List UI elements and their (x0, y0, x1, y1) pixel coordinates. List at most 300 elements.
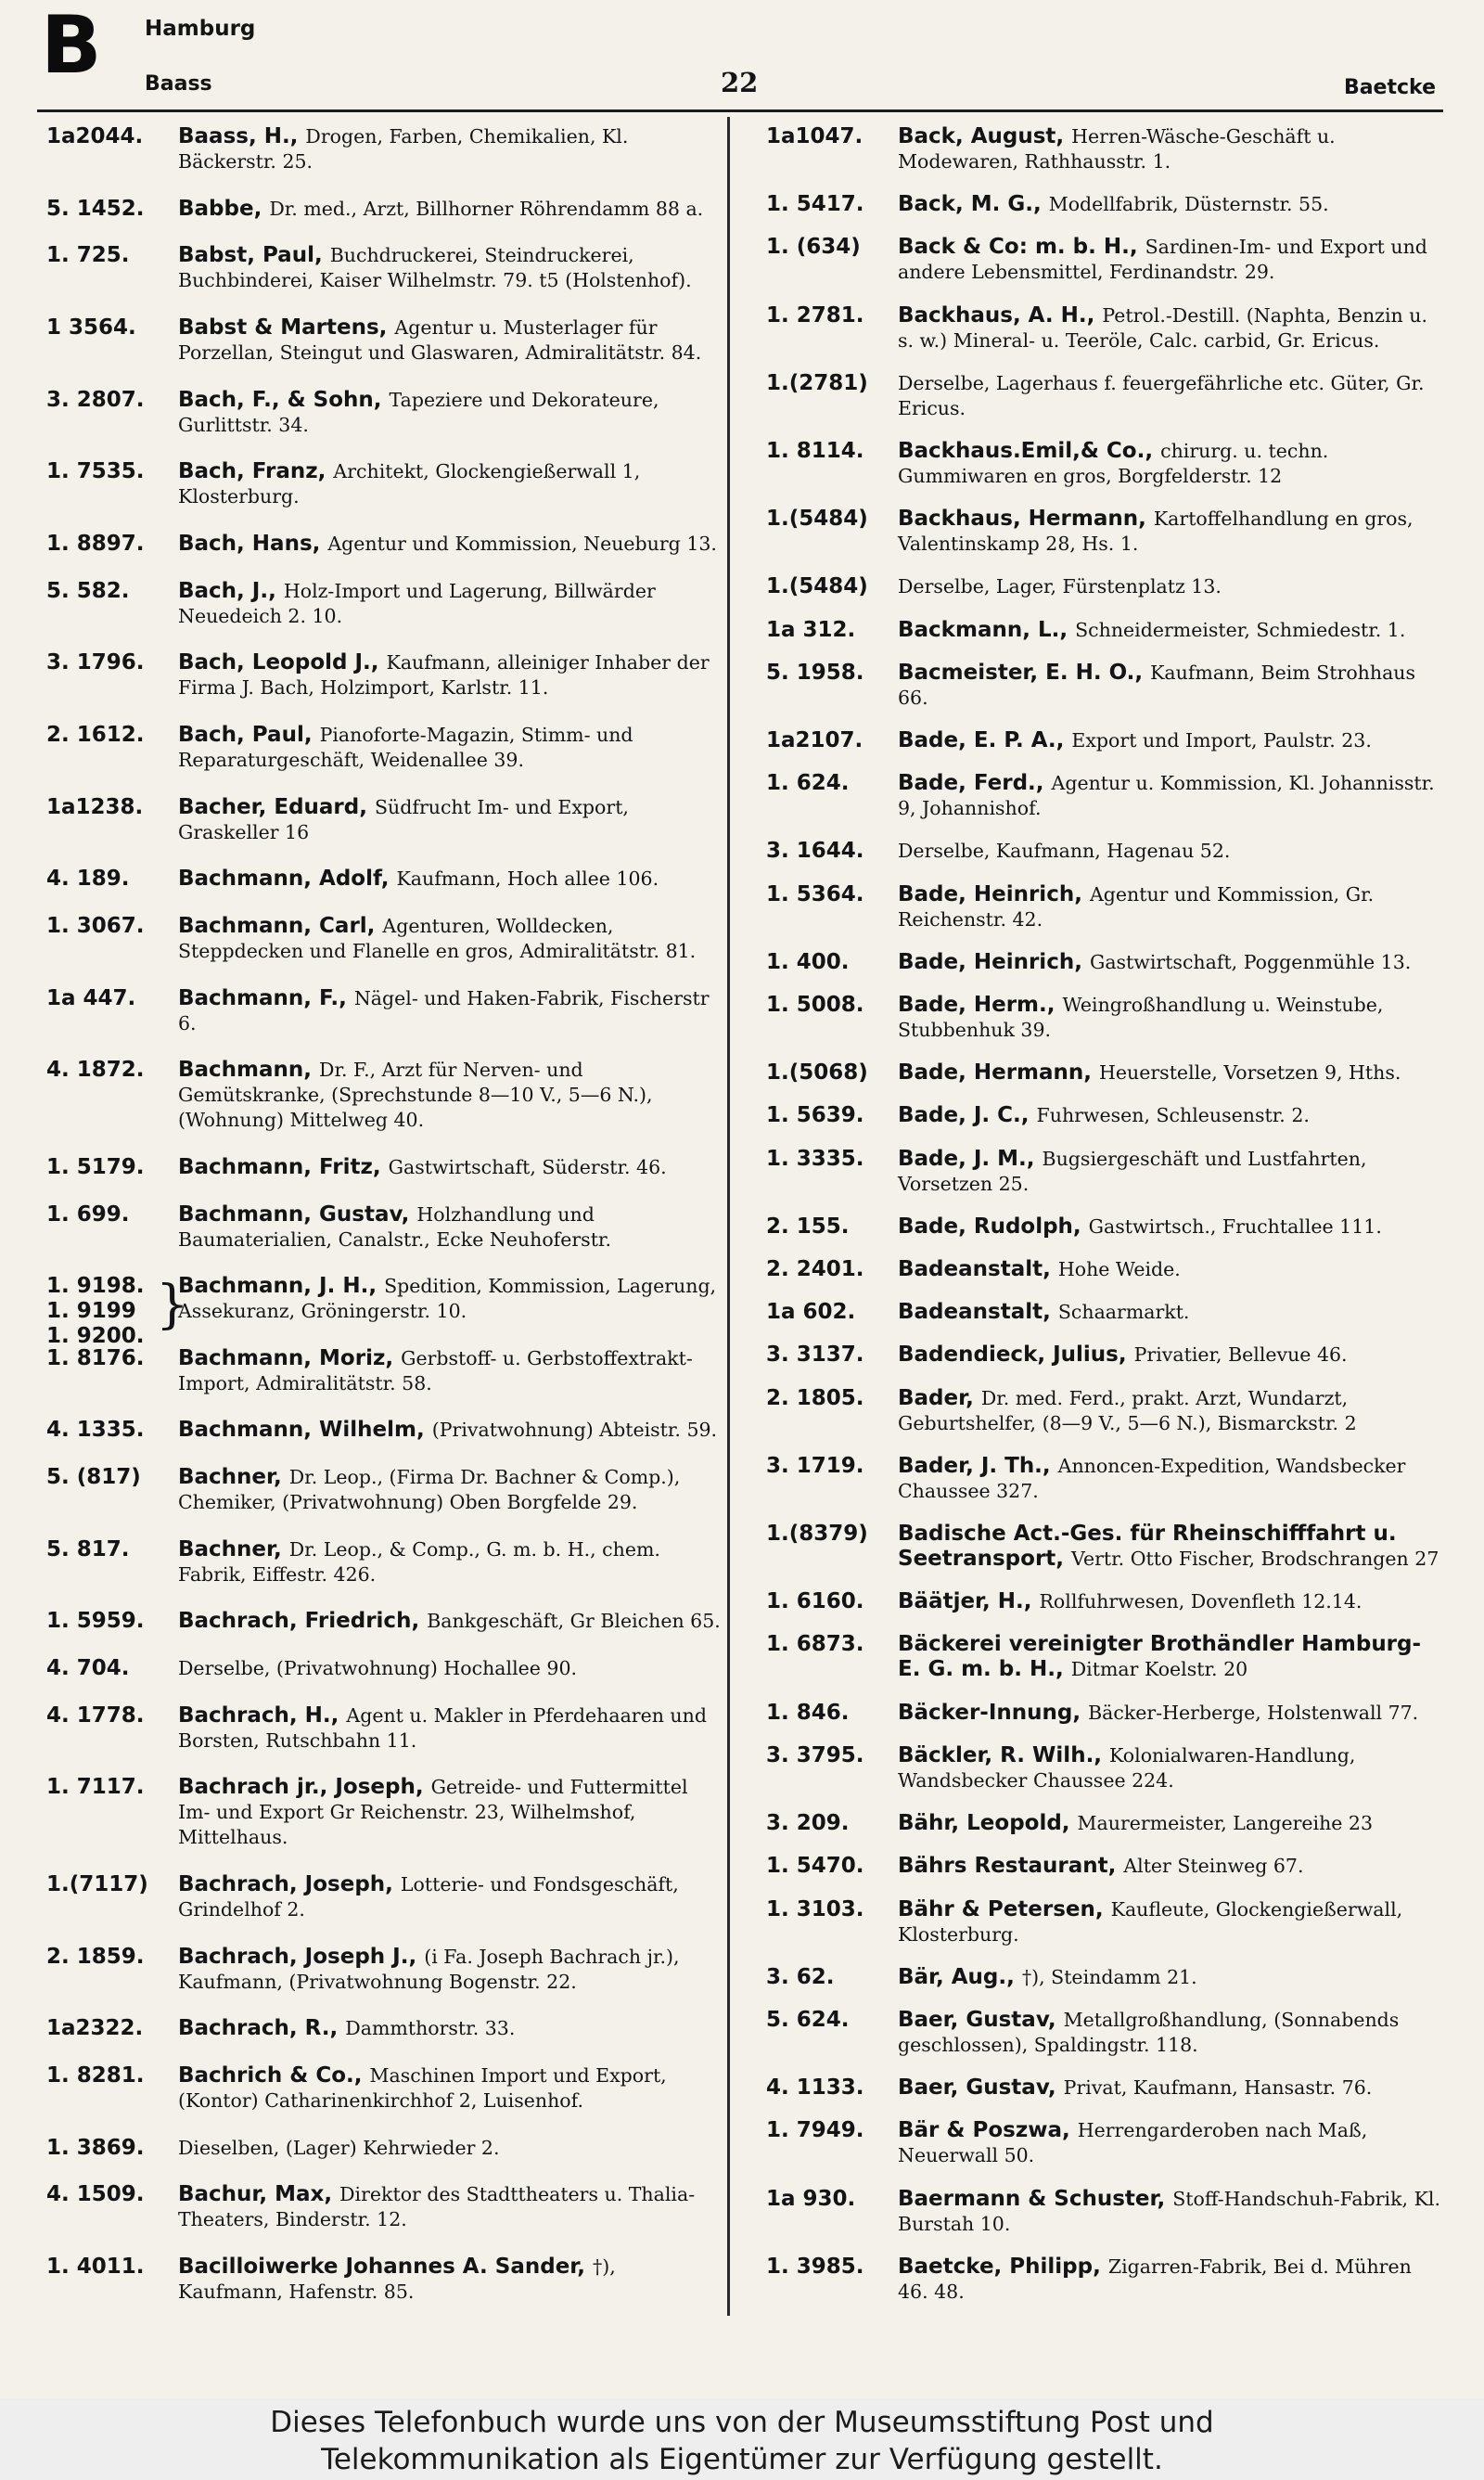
entry-body (898, 1300, 1441, 1325)
entry-description: Herren-Wäsche-Geschäft u. Modewaren, Rathhausstr. 1. (898, 125, 1336, 173)
left-column (46, 124, 722, 2305)
entry-body (898, 1589, 1441, 1614)
entry-name: Bachrach, Joseph, (178, 1872, 393, 1897)
directory-entry (46, 2182, 722, 2232)
entry-body (178, 1872, 722, 1922)
directory-entry (766, 1454, 1441, 1504)
entry-name: Bäcker-Innung, (898, 1700, 1081, 1725)
entry-name: Bade, Hermann, (898, 1060, 1093, 1086)
entry-name: Backhaus, A. H., (898, 302, 1095, 328)
directory-entry (766, 1965, 1441, 1990)
entry-description: Dieselben, (Lager) Kehrwieder 2. (178, 2136, 500, 2159)
entry-description: Derselbe, Lager, Fürstenplatz 13. (898, 575, 1222, 598)
entry-number: 1. 5008. (766, 993, 864, 1018)
directory-entry (766, 439, 1441, 489)
directory-entry (766, 950, 1441, 975)
entry-body (178, 1155, 722, 1180)
entry-description: Schneidermeister, Schmiedestr. 1. (1075, 618, 1406, 641)
entry-name: Bachmann, F., (178, 985, 347, 1010)
entry-description: Architekt, Glockengießerwall 1, Klosterburg. (178, 460, 641, 508)
directory-entry (766, 1632, 1441, 1682)
directory-entry (766, 2008, 1441, 2058)
entry-number: 1. 846. (766, 1700, 850, 1725)
entry-name: Bach, Paul, (178, 722, 313, 747)
entry-number: 5. (817) (46, 1465, 141, 1490)
entry-number: 4. 704. (46, 1656, 130, 1681)
entry-number: 1. 7117. (46, 1775, 145, 1800)
entry-description: chirurg. u. techn. Gummiwaren en gros, Borgfelderstr. 12 (898, 440, 1329, 488)
entry-number: 1. 8897. (46, 531, 145, 556)
entry-name: Bachmann, Fritz, (178, 1154, 381, 1179)
entry-number: 1a 312. (766, 617, 856, 642)
entry-description: Kartoffelhandlung en gros, Valentinskamp 28, Hs. 1. (898, 508, 1414, 556)
entry-description: Hohe Weide. (1057, 1258, 1181, 1281)
entry-body (178, 388, 722, 438)
entry-number: 1. 3103. (766, 1896, 864, 1921)
directory-entry (766, 1701, 1441, 1726)
directory-entry (46, 2136, 722, 2161)
entry-number: 1. 3335. (766, 1146, 864, 1171)
entry-description: Weingroßhandlung u. Weinstube, Stubbenhuk 39. (898, 994, 1384, 1042)
entry-body (178, 723, 722, 773)
entry-name: Badeanstalt, (898, 1257, 1051, 1282)
entry-body (178, 532, 722, 557)
entry-number: 1. 3869. (46, 2135, 145, 2160)
entry-body (178, 1609, 722, 1634)
entry-number: 1.(7117) (46, 1872, 148, 1897)
entry-body (178, 1703, 722, 1754)
entry-number: 1a 447. (46, 985, 136, 1010)
entry-description: †), Steindamm 21. (1021, 1965, 1197, 1988)
first-entry-heading: Baass (145, 72, 212, 96)
entry-description: (i Fa. Joseph Bachrach jr.), Kaufmann, (Privatwohnung Bogenstr. 22. (178, 1945, 680, 1993)
directory-entry (766, 661, 1441, 711)
entry-number: 1.(2781) (766, 370, 868, 395)
entry-body (898, 661, 1441, 711)
entry-description: Kaufmann, alleiniger Inhaber der Firma J. Bach, Holzimport, Karlstr. 11. (178, 651, 710, 700)
entry-body (898, 1965, 1441, 1990)
entry-name: Bacilloiwerke Johannes A. Sander, (178, 2255, 585, 2279)
entry-number: 1. 5639. (766, 1103, 864, 1128)
entry-body (898, 371, 1441, 421)
entry-description: Buchdruckerei, Steindruckerei, Buchbinderei, Kaiser Wilhelmstr. 79. t5 (Holstenhof). (178, 244, 692, 292)
entry-description: †), Kaufmann, Hafenstr. 85. (178, 2255, 616, 2303)
entry-number: 1. 5417. (766, 192, 864, 217)
directory-entry (766, 2118, 1441, 2168)
entry-number: 3. 3795. (766, 1742, 864, 1767)
entry-description: Agentur u. Kommission, Kl. Johannisstr. 9, Johannishof. (898, 772, 1435, 820)
entry-description: Metallgroßhandlung, (Sonnabends geschlossen), Spaldingstr. 118. (898, 2008, 1400, 2056)
directory-entry (46, 1155, 722, 1180)
entry-number: 2. 1805. (766, 1385, 864, 1410)
entry-description: Gastwirtschaft, Poggenmühle 13. (1089, 950, 1412, 973)
entry-number: 4. 1335. (46, 1418, 145, 1443)
entry-description: Derselbe, Lagerhaus f. feuergefährliche etc. Güter, Gr. Ericus. (898, 371, 1425, 419)
directory-entry (46, 1058, 722, 1133)
entry-body (178, 2136, 722, 2161)
entry-name: Bachmann, Gustav, (178, 1201, 410, 1227)
entry-number: 3. 1719. (766, 1453, 864, 1478)
directory-entry (766, 192, 1441, 217)
entry-name: Backmann, L., (898, 617, 1068, 642)
entry-name: Badendieck, Julius, (898, 1343, 1127, 1368)
directory-entry (766, 1060, 1441, 1086)
directory-entry (46, 124, 722, 174)
directory-entry (766, 1300, 1441, 1325)
entry-body (178, 1274, 722, 1324)
entry-body (898, 2255, 1441, 2305)
entry-body (178, 1537, 722, 1587)
entry-description: Kolonialwaren-Handlung, Wandsbecker Chaussee 224. (898, 1743, 1356, 1792)
entry-number: 1a 602. (766, 1300, 856, 1325)
entry-body (898, 1257, 1441, 1282)
directory-entry (46, 1274, 722, 1349)
entry-body (178, 795, 722, 845)
entry-description: Maurermeister, Langereihe 23 (1077, 1812, 1374, 1835)
directory-entry (766, 728, 1441, 753)
entry-description: Südfrucht Im- und Export, Graskeller 16 (178, 795, 629, 843)
entry-body (898, 1103, 1441, 1128)
entry-name: Bade, E. P. A., (898, 728, 1065, 753)
entry-body (898, 618, 1441, 643)
entry-name: Badische Act.-Ges. für Rheinschifffahrt u. Seetransport, (898, 1522, 1397, 1572)
entry-description: Holz-Import und Lagerung, Billwärder Neuedeich 2. 10. (178, 579, 656, 627)
entry-name: Bade, J. M., (898, 1146, 1035, 1171)
entry-number: 4. 1778. (46, 1703, 145, 1728)
entry-description: Drogen, Farben, Chemikalien, Kl. Bäckerstr. 25. (178, 125, 629, 173)
directory-entry (46, 1346, 722, 1396)
directory-entry (46, 1945, 722, 1995)
entry-body (898, 882, 1441, 932)
directory-entry (46, 579, 722, 629)
directory-entry (46, 1656, 722, 1681)
entry-description: Nägel- und Haken-Fabrik, Fischerstr 6. (178, 986, 710, 1034)
entry-body (178, 986, 722, 1036)
directory-entry (46, 197, 722, 222)
entry-name: Bachrach jr., Joseph, (178, 1775, 424, 1800)
directory-entry (766, 1343, 1441, 1368)
entry-name: Bähr, Leopold, (898, 1811, 1070, 1836)
entry-description: Kaufleute, Glockengießerwall, Klosterburg. (898, 1897, 1403, 1946)
entry-description: Pianoforte-Magazin, Stimm- und Reparaturgeschäft, Weidenallee 39. (178, 723, 633, 771)
entry-body (178, 1418, 722, 1443)
directory-entry (766, 371, 1441, 421)
entry-body (178, 197, 722, 222)
entry-name: Bader, J. Th., (898, 1453, 1051, 1478)
entry-number: 3. 209. (766, 1811, 850, 1836)
directory-entry (766, 1257, 1441, 1282)
entry-name: Bade, Ferd., (898, 771, 1044, 796)
entry-description: Privat, Kaufmann, Hansastr. 76. (1063, 2076, 1373, 2100)
entry-body (898, 2118, 1441, 2168)
entry-number: 1. 4011. (46, 2255, 145, 2279)
entry-number: 1. 6873. (766, 1632, 864, 1657)
entry-body (178, 1465, 722, 1515)
directory-entry (766, 2075, 1441, 2101)
directory-entry (46, 388, 722, 438)
entry-name: Backhaus.Emil,& Co., (898, 439, 1154, 464)
entry-name: Badeanstalt, (898, 1300, 1051, 1325)
entry-body (898, 839, 1441, 864)
entry-name: Baermann & Schuster, (898, 2186, 1166, 2211)
entry-number: 1. 8114. (766, 439, 864, 464)
entry-body (898, 1060, 1441, 1086)
entry-name: Bade, Herm., (898, 993, 1055, 1018)
directory-entry (46, 1609, 722, 1634)
entry-description: Dr. F., Arzt für Nerven- und Gemütskranke, (Sprechstunde 8—10 V., 5—6 N.), (Wohnung) Mittelweg 40. (178, 1059, 653, 1132)
entry-number: 1. 8281. (46, 2063, 145, 2088)
directory-entry (46, 650, 722, 700)
directory-entry (46, 1465, 722, 1515)
entry-name: Bachmann, J. H., (178, 1274, 377, 1299)
directory-entry (766, 1214, 1441, 1240)
directory-entry (766, 618, 1441, 643)
entry-name: Bachmann, (178, 1058, 313, 1083)
entry-description: Gerbstoff- u. Gerbstoffextrakt-Import, Admiralitätstr. 58. (178, 1346, 693, 1394)
entry-body (898, 1454, 1441, 1504)
entry-number: 1. 9198. (46, 1274, 145, 1299)
entry-name: Bachrach, R., (178, 2016, 339, 2041)
directory-entry (46, 1537, 722, 1587)
directory-entry (766, 124, 1441, 174)
entry-body (178, 2255, 722, 2305)
entry-body (178, 650, 722, 700)
entry-name: Baer, Gustav, (898, 2075, 1056, 2101)
entry-body (898, 950, 1441, 975)
entry-body (178, 2016, 722, 2041)
entry-description: Dr. med. Ferd., prakt. Arzt, Wundarzt, Geburtshelfer, (8—9 V., 5—6 N.), Bismarckstr. 2 (898, 1386, 1357, 1434)
entry-body (178, 315, 722, 366)
entry-name: Bader, (898, 1385, 974, 1410)
directory-entry (46, 795, 722, 845)
entry-description: Annoncen-Expedition, Wandsbecker Chaussee 327. (898, 1454, 1406, 1502)
entry-number: 3. 1796. (46, 650, 145, 675)
entry-number: 4. 1509. (46, 2182, 145, 2207)
directory-entry (46, 1418, 722, 1443)
entry-number: 1. 5470. (766, 1854, 864, 1879)
directory-entry (766, 882, 1441, 932)
entry-number: 5. 624. (766, 2007, 850, 2032)
entry-name: Back, M. G., (898, 192, 1042, 217)
entry-description: Getreide- und Futtermittel Im- und Export Gr Reichenstr. 23, Wilhelmshof, Mittelhaus. (178, 1776, 688, 1849)
directory-entry (766, 1811, 1441, 1836)
directory-entry (766, 2255, 1441, 2305)
entry-name: Bachrach, H., (178, 1703, 339, 1728)
directory-entry (766, 303, 1441, 353)
footer-line-1: Dieses Telefonbuch wurde uns von der Museumsstiftung Post und (270, 2406, 1214, 2439)
entry-name: Bachrach, Joseph J., (178, 1944, 417, 1969)
entry-body (898, 1854, 1441, 1879)
entry-number: 1.(5484) (766, 507, 868, 532)
entry-name: Bachner, (178, 1465, 282, 1490)
entry-description: Stoff-Handschuh-Fabrik, Kl. Burstah 10. (898, 2187, 1440, 2235)
entry-name: Bachner, (178, 1536, 282, 1561)
entry-description: Lotterie- und Fondsgeschäft, Grindelhof 2. (178, 1873, 679, 1921)
entry-description: Gastwirtschaft, Süderstr. 46. (388, 1155, 667, 1178)
entry-name: Baetcke, Philipp, (898, 2254, 1101, 2279)
entry-number: 4. 1133. (766, 2075, 864, 2101)
entry-description: Dr. med., Arzt, Billhorner Röhrendamm 88 a. (269, 197, 704, 220)
entry-description: Spedition, Kommission, Lagerung, Assekuranz, Gröningerstr. 10. (178, 1275, 717, 1323)
entry-description: Tapeziere und Dekorateure, Gurlittstr. 34. (178, 388, 659, 436)
entry-body (898, 2187, 1441, 2237)
entry-body (178, 1656, 722, 1681)
entry-number: 2. 1612. (46, 722, 145, 747)
entry-description: Gastwirtsch., Fruchtallee 111. (1088, 1214, 1382, 1238)
directory-entry (766, 1522, 1441, 1572)
entry-number: 4. 189. (46, 867, 130, 892)
entry-description: Maschinen Import und Export, (Kontor) Catharinenkirchhof 2, Luisenhof. (178, 2064, 667, 2113)
entry-description: Kaufmann, Beim Strohhaus 66. (898, 661, 1416, 709)
entry-name: Bachmann, Carl, (178, 913, 376, 938)
entry-name: Bade, Heinrich, (898, 881, 1082, 906)
entry-description: Derselbe, (Privatwohnung) Hochallee 90. (178, 1657, 578, 1680)
last-entry-heading: Baetcke (1343, 76, 1436, 99)
entry-body (898, 1811, 1441, 1836)
entry-description: Bäcker-Herberge, Holstenwall 77. (1088, 1701, 1419, 1724)
entry-number: 1.(8379) (766, 1522, 868, 1547)
directory-entry (46, 867, 722, 892)
entry-name: Bäckerei vereinigter Brothändler Hamburg- E. G. m. b. H., (898, 1632, 1422, 1682)
entry-number: 1. 9199 (46, 1299, 136, 1324)
entry-number: 1a 930. (766, 2186, 856, 2211)
entry-body (178, 579, 722, 629)
entry-description: Rollfuhrwesen, Dovenfleth 12.14. (1039, 1590, 1362, 1613)
entry-body (178, 243, 722, 293)
entry-name: Bär & Poszwa, (898, 2118, 1070, 2143)
entry-name: Bade, J. C., (898, 1103, 1030, 1128)
entry-description: Holzhandlung und Baumaterialien, Canalstr., Ecke Neuhoferstr. (178, 1202, 611, 1251)
entry-name: Bachmann, Wilhelm, (178, 1418, 425, 1443)
directory-entry (46, 1703, 722, 1754)
entry-body (898, 1522, 1441, 1572)
entry-body (178, 124, 722, 174)
directory-entry (46, 243, 722, 293)
entry-body (898, 507, 1441, 557)
entry-body (178, 2063, 722, 2114)
directory-entry (46, 315, 722, 366)
entry-number: 1. 400. (766, 949, 850, 974)
entry-number: 1a1238. (46, 794, 144, 819)
directory-entry (46, 2255, 722, 2305)
directory-entry (766, 1386, 1441, 1436)
entry-description: Dammthorstr. 33. (345, 2017, 516, 2040)
entry-number: 1. 7535. (46, 459, 145, 484)
footer-line-2: Telekommunikation als Eigentümer zur Verfügung gestellt. (321, 2443, 1163, 2476)
entry-number: 1. 2781. (766, 302, 864, 328)
entry-number: 1. 3985. (766, 2254, 864, 2279)
column-divider (727, 117, 730, 2316)
entry-name: Babst, Paul, (178, 243, 323, 268)
entry-body (898, 192, 1441, 217)
section-letter: B (41, 0, 102, 92)
entry-name: Bade, Heinrich, (898, 949, 1082, 974)
directory-entry (46, 459, 722, 509)
entry-description: Schaarmarkt. (1057, 1301, 1190, 1324)
entry-body (898, 1386, 1441, 1436)
entry-body (898, 2008, 1441, 2058)
entry-name: Back & Co: m. b. H., (898, 235, 1138, 260)
entry-name: Babbe, (178, 196, 262, 221)
entry-number: 3. 62. (766, 1964, 835, 1989)
entry-body (898, 1147, 1441, 1197)
entry-body (898, 1632, 1441, 1682)
directory-entry (46, 1775, 722, 1850)
directory-entry (766, 1897, 1441, 1947)
entry-number: 1. 7949. (766, 2118, 864, 2143)
directory-entry (766, 2187, 1441, 2237)
directory-entry (766, 1147, 1441, 1197)
entry-number: 1. 725. (46, 243, 130, 268)
entry-description: Direktor des Stadttheaters u. Thalia-Theaters, Binderstr. 12. (178, 2183, 696, 2231)
entry-name: Bacmeister, E. H. O., (898, 660, 1144, 685)
entry-number: 5. 582. (46, 578, 130, 603)
entry-number: 1. 5959. (46, 1609, 145, 1634)
entry-number: 3. 3137. (766, 1343, 864, 1368)
directory-entry (766, 1103, 1441, 1128)
entry-body (178, 1775, 722, 1850)
directory-entry (766, 993, 1441, 1043)
entry-description: Agenturen, Wolldecken, Steppdecken und Flanelle en gros, Admiralitätstr. 81. (178, 914, 697, 962)
entry-body (898, 1897, 1441, 1947)
entry-description: Privatier, Bellevue 46. (1133, 1343, 1348, 1367)
entry-body (898, 771, 1441, 821)
entry-body (898, 728, 1441, 753)
entry-number: 1.(5068) (766, 1060, 868, 1086)
entry-description: Sardinen-Im- und Export und andere Lebensmittel, Ferdinandstr. 29. (898, 236, 1427, 284)
entry-number: 5. 817. (46, 1536, 130, 1561)
entry-number: 1. 699. (46, 1201, 130, 1227)
directory-entry (766, 1589, 1441, 1614)
entry-name: Backhaus, Hermann, (898, 507, 1146, 532)
entry-name: Bach, Leopold J., (178, 650, 379, 675)
entry-number: 1a2322. (46, 2016, 144, 2041)
entry-number: 1. (634) (766, 235, 861, 260)
entry-name: Bach, F., & Sohn, (178, 387, 382, 412)
entry-number: 1.(5484) (766, 574, 868, 599)
entry-description: Agent u. Makler in Pferdehaaren und Borsten, Rutschbahn 11. (178, 1703, 707, 1752)
entry-name: Baass, H., (178, 124, 299, 148)
entry-body (898, 1743, 1441, 1793)
entry-name: Bach, Franz, (178, 459, 326, 484)
entry-name: Bär, Aug., (898, 1964, 1015, 1989)
directory-entry (766, 839, 1441, 864)
entry-number: 1. 5179. (46, 1154, 145, 1179)
entry-name: Baer, Gustav, (898, 2007, 1056, 2032)
directory-entry (46, 723, 722, 773)
entry-number: 5. 1452. (46, 196, 145, 221)
entry-number: 1a2044. (46, 124, 144, 148)
entry-description: Agentur u. Musterlager für Porzellan, Steingut und Glaswaren, Admiralitätstr. 84. (178, 315, 702, 364)
entry-description: Ditmar Koelstr. 20 (1070, 1658, 1248, 1681)
entry-number: 1. 8176. (46, 1345, 145, 1370)
entry-body (178, 459, 722, 509)
entry-description: Modellfabrik, Düsternstr. 55. (1048, 193, 1329, 216)
entry-description: Agentur und Kommission, Gr. Reichenstr. 42. (898, 882, 1375, 931)
entry-name: Bachmann, Adolf, (178, 867, 390, 892)
city-heading: Hamburg (145, 17, 256, 41)
entry-description: Bugsiergeschäft und Lustfahrten, Vorsetzen 25. (898, 1147, 1367, 1195)
entry-body (898, 993, 1441, 1043)
entry-number: 1. 6160. (766, 1589, 864, 1614)
entry-name: Babst & Martens, (178, 315, 388, 340)
entry-name: Bäätjer, H., (898, 1589, 1032, 1614)
entry-description: (Privatwohnung) Abteistr. 59. (431, 1419, 718, 1442)
entry-name: Back, August, (898, 124, 1065, 148)
entry-number: 3. 2807. (46, 387, 145, 412)
entry-name: Bacher, Eduard, (178, 794, 367, 819)
directory-entry (46, 2063, 722, 2114)
